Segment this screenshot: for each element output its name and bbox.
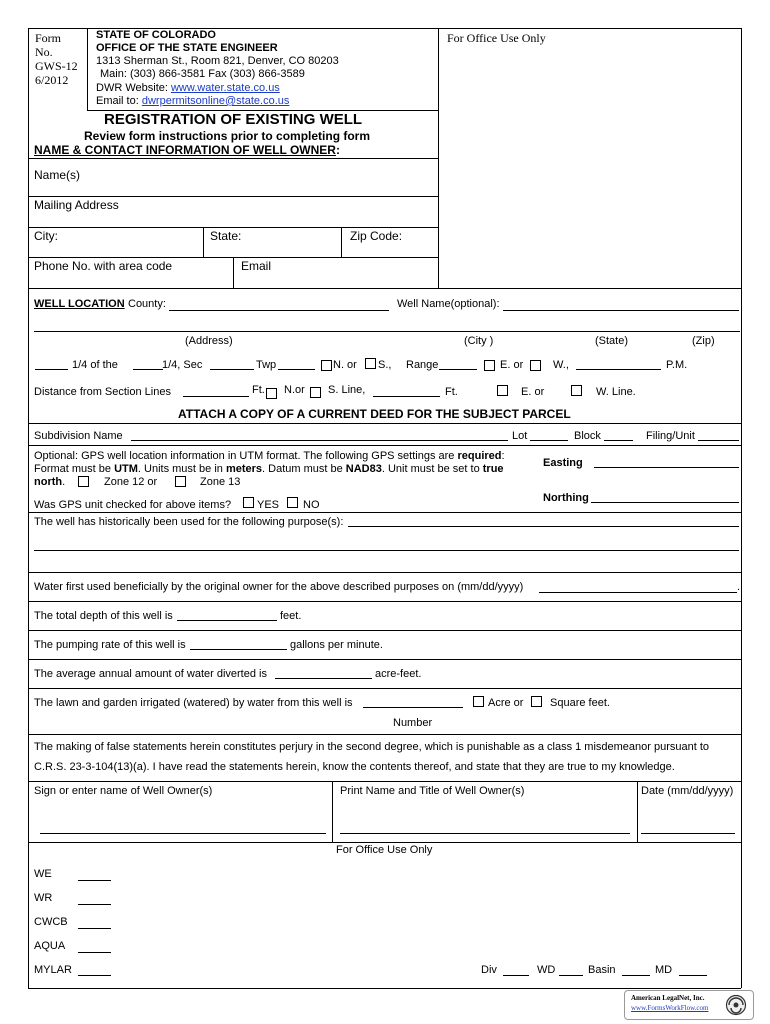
annual-unit: acre-feet.	[375, 668, 422, 680]
owner-state-divider	[341, 227, 342, 257]
pm-label: P.M.	[666, 359, 688, 371]
range-input-line[interactable]	[439, 369, 477, 370]
email-prefix: Email to:	[96, 95, 142, 107]
gps-text-3b: .	[62, 476, 66, 488]
office-md-label: MD	[655, 964, 673, 976]
acre-checkbox[interactable]	[473, 696, 484, 707]
annual-input-line[interactable]	[275, 678, 372, 679]
office-aqua-label: AQUA	[34, 940, 66, 952]
quarter2-input-line[interactable]	[133, 369, 163, 370]
depth-label: The total depth of this well is	[34, 610, 173, 622]
footer-badge	[624, 990, 754, 1020]
owner-rule-1	[28, 158, 438, 159]
north-checkbox[interactable]	[321, 360, 332, 371]
lawn-rule	[28, 734, 741, 735]
gps-text-2g: . Unit must be set to	[381, 463, 483, 475]
distance-ns-input-line[interactable]	[183, 396, 249, 397]
gps-line-1	[34, 449, 505, 463]
gps-rule	[28, 512, 741, 513]
form-subtitle: Review form instructions prior to completing form	[84, 129, 371, 143]
n-or2-label: N.or	[284, 384, 305, 396]
pumping-input-line[interactable]	[190, 649, 287, 650]
signature-divider-2	[637, 781, 638, 842]
office-wd-label: WD	[537, 964, 556, 976]
east-checkbox[interactable]	[484, 360, 495, 371]
filing-input-line[interactable]	[698, 440, 739, 441]
northing-input-line[interactable]	[591, 502, 739, 503]
west-checkbox[interactable]	[530, 360, 541, 371]
ft1-label: Ft.	[252, 384, 265, 396]
first-used-input-line[interactable]	[539, 592, 737, 593]
office-use-label: For Office Use Only	[447, 31, 546, 45]
office-we-label: WE	[34, 868, 52, 880]
office-md-line[interactable]	[679, 975, 707, 976]
owner-city-divider	[203, 227, 204, 257]
annual-label: The average annual amount of water diverted is	[34, 668, 267, 680]
well-name-input-line[interactable]	[503, 310, 739, 311]
footer-brand: American LegalNet, Inc.	[631, 994, 705, 1002]
gps-text-2d: meters	[225, 463, 263, 475]
header-divider-left	[87, 28, 88, 110]
gps-text-2b: UTM	[114, 463, 138, 475]
sec-input-line[interactable]	[210, 369, 254, 370]
owner-phone-label[interactable]: Phone No. with area code	[34, 259, 173, 273]
northing-label: Northing	[543, 492, 589, 504]
office-we-line[interactable]	[78, 880, 111, 881]
pumping-label: The pumping rate of this well is	[34, 639, 186, 651]
easting-label: Easting	[543, 457, 583, 469]
gps-text-2f: NAD83	[345, 463, 382, 475]
lawn-input-line[interactable]	[363, 707, 463, 708]
zone12-label: Zone 12 or	[104, 476, 158, 488]
agency-website-row	[96, 81, 280, 95]
state-caption: (State)	[595, 335, 629, 347]
border-right	[741, 28, 742, 988]
w-line-label: W. Line.	[596, 386, 636, 398]
twp-label: Twp	[256, 359, 277, 371]
s-label: S.,	[378, 359, 392, 371]
agency-state: STATE OF COLORADO	[96, 29, 216, 41]
purpose-label: The well has historically been used for the following purpose(s):	[34, 516, 344, 528]
address-input-line[interactable]	[34, 331, 740, 332]
section-owner-colon: :	[335, 143, 340, 157]
e-or2-label: E. or	[521, 386, 545, 398]
n-or-label: N. or	[333, 359, 357, 371]
owner-names-label[interactable]: Name(s)	[34, 168, 81, 182]
zone13-checkbox[interactable]	[175, 476, 186, 487]
owner-rule-3	[28, 227, 438, 228]
easting-input-line[interactable]	[594, 467, 739, 468]
sign-input-line[interactable]	[40, 833, 326, 834]
gps-line-2	[34, 462, 504, 476]
city-caption: (City )	[464, 335, 494, 347]
section-owner-heading	[34, 143, 340, 157]
globe-logo-icon	[725, 994, 747, 1016]
w-line-checkbox[interactable]	[571, 385, 582, 396]
gps-text-2h: true	[482, 463, 504, 475]
block-input-line[interactable]	[604, 440, 633, 441]
e-or-label: E. or	[500, 359, 524, 371]
office-cwcb-line[interactable]	[78, 928, 111, 929]
border-bottom	[28, 988, 741, 989]
owner-email-label[interactable]: Email	[241, 259, 272, 273]
agency-office: OFFICE OF THE STATE ENGINEER	[96, 42, 278, 54]
subdivision-rule	[28, 445, 741, 446]
office-div-label: Div	[481, 964, 497, 976]
annual-rule	[28, 688, 741, 689]
s-line-checkbox[interactable]	[310, 387, 321, 398]
section-owner-title: NAME & CONTACT INFORMATION OF WELL OWNER	[34, 143, 336, 157]
perjury-line-2: C.R.S. 23-3-104(13)(a). I have read the statements herein, know the contents thereof, and state that they are true to my knowledge.	[34, 761, 675, 773]
border-left	[28, 28, 29, 988]
office-wr-label: WR	[34, 892, 53, 904]
range-label: Range	[406, 359, 439, 371]
number-label: Number	[393, 717, 433, 729]
filing-label: Filing/Unit	[646, 430, 695, 442]
subdivision-input-line[interactable]	[131, 440, 508, 441]
quarter-label: 1/4 of the	[72, 359, 118, 371]
deed-rule	[28, 423, 741, 424]
footer-site[interactable]: www.FormsWorkFlow.com	[631, 1004, 709, 1012]
lawn-label: The lawn and garden irrigated (watered) by water from this well is	[34, 697, 353, 709]
owner-rule-5	[28, 288, 741, 289]
purpose-rule	[28, 572, 741, 573]
form-title: REGISTRATION OF EXISTING WELL	[104, 111, 363, 128]
well-name-label: Well Name(optional):	[397, 298, 500, 310]
gps-yes-checkbox[interactable]	[243, 497, 254, 508]
office-mylar-label: MYLAR	[34, 964, 72, 976]
form-no-2: No.	[35, 45, 53, 59]
address-caption: (Address)	[185, 335, 233, 347]
office-basin-label: Basin	[588, 964, 616, 976]
county-label: County:	[128, 298, 166, 310]
zip-caption: (Zip)	[692, 335, 715, 347]
gps-text-1c: :	[501, 450, 505, 462]
header-divider-right	[438, 28, 439, 288]
quarter1-input-line[interactable]	[35, 369, 68, 370]
email-link[interactable]: dwrpermitsonline@state.co.us	[141, 95, 290, 107]
county-input-line[interactable]	[169, 310, 389, 311]
owner-zip-label[interactable]: Zip Code:	[350, 229, 403, 243]
office-wd-line[interactable]	[559, 975, 583, 976]
depth-input-line[interactable]	[177, 620, 277, 621]
agency-phone: Main: (303) 866-3581 Fax (303) 866-3589	[100, 68, 305, 80]
date-input-line[interactable]	[641, 833, 735, 834]
w-label: W.,	[553, 359, 569, 371]
s-line-label: S. Line,	[328, 384, 366, 396]
form-no-4: 6/2012	[35, 73, 69, 87]
signature-divider-1	[332, 781, 333, 842]
perjury-line-1: The making of false statements herein constitutes perjury in the second degree, which is punishable as a class 1 misdemeanor pursuant to	[34, 741, 710, 753]
owner-mailing-label[interactable]: Mailing Address	[34, 198, 119, 212]
agency-email-row	[96, 94, 289, 108]
ft2-label: Ft.	[445, 386, 458, 398]
well-location-label: WELL LOCATION	[34, 298, 125, 310]
gps-text-2a: Format must be	[34, 463, 115, 475]
distance-ew-input-line[interactable]	[373, 396, 440, 397]
gps-no-checkbox[interactable]	[287, 497, 298, 508]
n-line-checkbox[interactable]	[266, 388, 277, 399]
zone13-label: Zone 13	[200, 476, 241, 488]
print-label: Print Name and Title of Well Owner(s)	[340, 785, 525, 797]
sign-label: Sign or enter name of Well Owner(s)	[34, 785, 213, 797]
owner-city-label[interactable]: City:	[34, 229, 58, 243]
sec-label: 1/4, Sec	[162, 359, 203, 371]
deed-heading: ATTACH A COPY OF A CURRENT DEED FOR THE SUBJECT PARCEL	[178, 407, 571, 421]
pumping-unit: gallons per minute.	[290, 639, 383, 651]
gps-checked-label: Was GPS unit checked for above items?	[34, 499, 232, 511]
office-wr-line[interactable]	[78, 904, 111, 905]
office-cwcb-label: CWCB	[34, 916, 68, 928]
gps-text-2c: . Units must be in	[137, 463, 226, 475]
date-label: Date (mm/dd/yyyy)	[641, 785, 734, 797]
first-used-label: Water first used beneficially by the original owner for the above described purposes on (mm/dd/yyyy)	[34, 581, 524, 593]
pumping-rule	[28, 659, 741, 660]
first-used-end: .	[737, 581, 741, 593]
subdivision-label: Subdivision Name	[34, 430, 123, 442]
owner-phone-divider	[233, 257, 234, 288]
gps-text-1a: Optional: GPS well location information in UTM format. The following GPS settings are	[34, 450, 458, 462]
perjury-rule	[28, 781, 741, 782]
lot-input-line[interactable]	[530, 440, 568, 441]
office-div-line[interactable]	[503, 975, 529, 976]
lot-label: Lot	[512, 430, 528, 442]
distance-label: Distance from Section Lines	[34, 386, 171, 398]
website-prefix: DWR Website:	[96, 82, 171, 94]
form-no-1: Form	[35, 31, 62, 45]
block-label: Block	[574, 430, 601, 442]
pm-input-line[interactable]	[576, 369, 661, 370]
form-no-3: GWS-12	[35, 59, 78, 73]
gps-text-2e: . Datum must be	[262, 463, 346, 475]
sqft-label: Square feet.	[550, 697, 610, 709]
gps-text-3a: north	[34, 476, 63, 488]
office-use-title: For Office Use Only	[336, 844, 433, 856]
agency-address: 1313 Sherman St., Room 821, Denver, CO 80203	[96, 55, 339, 67]
e-line-checkbox[interactable]	[497, 385, 508, 396]
purpose-input-line-2[interactable]	[34, 550, 739, 551]
gps-text-1b: required	[457, 450, 502, 462]
office-aqua-line[interactable]	[78, 952, 111, 953]
first-used-rule	[28, 601, 741, 602]
depth-unit: feet.	[280, 610, 302, 622]
owner-rule-2	[28, 196, 438, 197]
website-link[interactable]: www.water.state.co.us	[170, 82, 280, 94]
acre-label: Acre or	[488, 697, 524, 709]
print-input-line[interactable]	[340, 833, 630, 834]
south-checkbox[interactable]	[365, 358, 376, 369]
office-basin-line[interactable]	[622, 975, 650, 976]
gps-yes-label: YES	[257, 499, 280, 511]
gps-no-label: NO	[303, 499, 320, 511]
depth-rule	[28, 630, 741, 631]
gps-line-3	[34, 475, 65, 489]
sqft-checkbox[interactable]	[531, 696, 542, 707]
office-mylar-line[interactable]	[78, 975, 111, 976]
purpose-input-line-1[interactable]	[348, 526, 739, 527]
twp-input-line[interactable]	[278, 369, 315, 370]
owner-state-label[interactable]: State:	[210, 229, 242, 243]
zone12-checkbox[interactable]	[78, 476, 89, 487]
